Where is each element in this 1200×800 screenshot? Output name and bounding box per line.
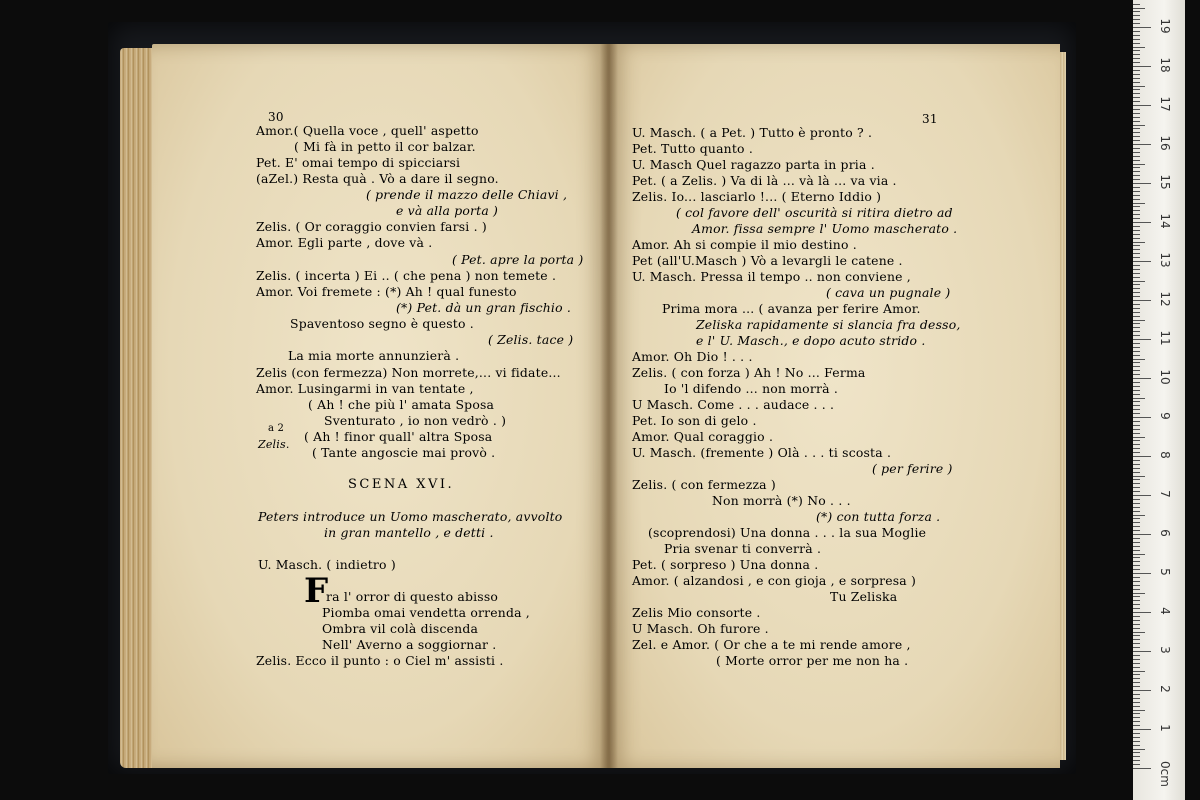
ruler-tick bbox=[1133, 312, 1140, 313]
ruler-tick bbox=[1133, 308, 1140, 309]
stage-direction: Amor. fissa sempre l' Uomo mascherato . bbox=[692, 221, 958, 236]
ruler-tick bbox=[1133, 117, 1140, 118]
text-line: Pet. ( sorpreso ) Una donna . bbox=[632, 557, 819, 572]
ruler-tick bbox=[1133, 195, 1140, 196]
text-line: Spaventoso segno è questo . bbox=[290, 316, 474, 331]
ruler-tick bbox=[1133, 351, 1140, 352]
ruler-tick bbox=[1133, 639, 1140, 640]
ruler-tick bbox=[1133, 374, 1140, 375]
ruler-tick bbox=[1133, 440, 1140, 441]
text-line: Amor. Voi fremete : (*) Ah ! qual funesto bbox=[256, 284, 517, 299]
ruler-tick bbox=[1133, 628, 1140, 629]
ruler-tick bbox=[1133, 23, 1140, 24]
ruler-tick bbox=[1133, 698, 1140, 699]
ruler-tick bbox=[1133, 19, 1140, 20]
ruler-tick bbox=[1133, 327, 1140, 328]
book-gutter bbox=[600, 44, 618, 768]
ruler-tick bbox=[1133, 199, 1140, 200]
ruler-tick bbox=[1133, 105, 1151, 106]
ruler-tick bbox=[1133, 760, 1140, 761]
ruler-tick bbox=[1133, 409, 1140, 410]
text-line: U Masch. Oh furore . bbox=[632, 621, 769, 636]
text-line: Nell' Averno a soggiornar . bbox=[322, 637, 497, 652]
ruler-tick bbox=[1133, 749, 1145, 750]
text-line: ra l' orror di questo abisso bbox=[326, 589, 499, 604]
ruler-tick bbox=[1133, 257, 1140, 258]
ruler-tick bbox=[1133, 214, 1140, 215]
text-line: Pet. ( a Zelis. ) Va di là ... và là ... va via . bbox=[632, 173, 897, 188]
ruler-tick bbox=[1133, 589, 1140, 590]
ruler-tick bbox=[1133, 362, 1140, 363]
ruler-tick bbox=[1133, 78, 1140, 79]
text-line: Zelis. Ecco il punto : o Ciel m' assisti . bbox=[256, 653, 504, 668]
text-line: U. Masch. (fremente ) Olà . . . ti scosta . bbox=[632, 445, 892, 460]
ruler-tick bbox=[1133, 573, 1151, 574]
ruler-tick bbox=[1133, 472, 1140, 473]
text-line: Amor. Lusingarmi in van tentate , bbox=[256, 381, 474, 396]
stage-direction: e và alla porta ) bbox=[396, 203, 499, 218]
ruler-tick bbox=[1133, 507, 1140, 508]
text-line: Amor.( Quella voce , quell' aspetto bbox=[256, 123, 479, 138]
text-line: Piomba omai vendetta orrenda , bbox=[322, 605, 530, 620]
ruler-tick bbox=[1133, 713, 1140, 714]
ruler-tick bbox=[1133, 152, 1140, 153]
ruler-number: 3 bbox=[1158, 646, 1172, 654]
ruler-number: 14 bbox=[1158, 213, 1172, 229]
ruler-number: 2 bbox=[1158, 685, 1172, 693]
text-line: Zelis. ( con fermezza ) bbox=[632, 477, 776, 492]
ruler-tick bbox=[1133, 222, 1151, 223]
ruler-tick bbox=[1133, 542, 1140, 543]
ruler-tick bbox=[1133, 741, 1140, 742]
ruler-number: 15 bbox=[1158, 174, 1172, 190]
ruler-tick bbox=[1133, 183, 1151, 184]
ruler-tick bbox=[1133, 27, 1151, 28]
ruler-number: 4 bbox=[1158, 607, 1172, 615]
ruler-tick bbox=[1133, 581, 1140, 582]
text-line: U. Masch. Pressa il tempo .. non conviene , bbox=[632, 269, 911, 284]
ruler-tick bbox=[1133, 292, 1140, 293]
ruler-tick bbox=[1133, 421, 1140, 422]
ruler-tick bbox=[1133, 503, 1140, 504]
ruler-tick bbox=[1133, 756, 1140, 757]
stage-direction: ( per ferire ) bbox=[872, 461, 953, 476]
ruler-tick bbox=[1133, 632, 1145, 633]
text-line: Zelis. ( Or coraggio convien farsi . ) bbox=[256, 219, 487, 234]
stage-direction: in gran mantello , e detti . bbox=[324, 525, 494, 540]
ruler-tick bbox=[1133, 569, 1140, 570]
ruler-tick bbox=[1133, 456, 1151, 457]
ruler-tick bbox=[1133, 702, 1140, 703]
ruler-tick bbox=[1133, 476, 1145, 477]
ruler-tick bbox=[1133, 737, 1140, 738]
ruler-tick bbox=[1133, 288, 1140, 289]
ruler-number: 13 bbox=[1158, 252, 1172, 268]
text-line: U. Masch. ( a Pet. ) Tutto è pronto ? . bbox=[632, 125, 873, 140]
ruler-tick bbox=[1133, 179, 1140, 180]
ruler-tick bbox=[1133, 690, 1151, 691]
stage-direction: e l' U. Masch., e dopo acuto strido . bbox=[696, 333, 926, 348]
stage-direction: ( Pet. apre la porta ) bbox=[452, 252, 584, 267]
ruler-tick bbox=[1133, 495, 1151, 496]
ruler-tick bbox=[1133, 230, 1140, 231]
text-line: U Masch. Come . . . audace . . . bbox=[632, 397, 835, 412]
ruler-tick bbox=[1133, 43, 1140, 44]
ruler-tick bbox=[1133, 635, 1140, 636]
ruler-tick bbox=[1133, 54, 1140, 55]
ruler-tick bbox=[1133, 671, 1145, 672]
ruler-tick bbox=[1133, 491, 1140, 492]
text-line: Amor. Qual coraggio . bbox=[632, 429, 774, 444]
stage-direction: ( cava un pugnale ) bbox=[826, 285, 951, 300]
text-line: Sventurato , io non vedrò . ) bbox=[324, 413, 507, 428]
ruler-tick bbox=[1133, 66, 1151, 67]
page-number: 30 bbox=[268, 110, 284, 124]
ruler-tick bbox=[1133, 284, 1140, 285]
ruler-tick bbox=[1133, 175, 1140, 176]
ruler-tick bbox=[1133, 518, 1140, 519]
ruler-tick bbox=[1133, 620, 1140, 621]
ruler-tick bbox=[1133, 534, 1151, 535]
ruler-tick bbox=[1133, 187, 1140, 188]
ruler-tick bbox=[1133, 82, 1140, 83]
ruler-tick bbox=[1133, 667, 1140, 668]
ruler-number: 0cm bbox=[1158, 761, 1172, 787]
ruler-tick bbox=[1133, 600, 1140, 601]
ruler-tick bbox=[1133, 125, 1145, 126]
ruler-tick bbox=[1133, 694, 1140, 695]
ruler-tick bbox=[1133, 347, 1140, 348]
ruler-tick bbox=[1133, 164, 1145, 165]
ruler-number: 16 bbox=[1158, 135, 1172, 151]
ruler-tick bbox=[1133, 245, 1140, 246]
ruler-tick bbox=[1133, 468, 1140, 469]
ruler-tick bbox=[1133, 86, 1145, 87]
measuring-ruler bbox=[1133, 0, 1185, 800]
ruler-tick bbox=[1133, 128, 1140, 129]
stage-direction: Peters introduce un Uomo mascherato, avvolto bbox=[258, 509, 563, 524]
ruler-tick bbox=[1133, 261, 1151, 262]
text-line: Zelis. ( incerta ) Ei .. ( che pena ) non temete . bbox=[256, 268, 557, 283]
ruler-tick bbox=[1133, 171, 1140, 172]
ruler-tick bbox=[1133, 203, 1145, 204]
ruler-tick bbox=[1133, 405, 1140, 406]
ruler-tick bbox=[1133, 70, 1140, 71]
ruler-tick bbox=[1133, 167, 1140, 168]
ruler-number: 12 bbox=[1158, 291, 1172, 307]
text-line: Ombra vil colà discenda bbox=[322, 621, 479, 636]
ruler-tick bbox=[1133, 725, 1140, 726]
ruler-tick bbox=[1133, 281, 1145, 282]
ruler-tick bbox=[1133, 487, 1140, 488]
ruler-number: 11 bbox=[1158, 330, 1172, 346]
ruler-tick bbox=[1133, 8, 1145, 9]
ruler-number: 9 bbox=[1158, 412, 1172, 420]
ruler-tick bbox=[1133, 546, 1140, 547]
text-line: Prima mora ... ( avanza per ferire Amor. bbox=[662, 301, 921, 316]
ruler-tick bbox=[1133, 31, 1140, 32]
ruler-tick bbox=[1133, 433, 1140, 434]
ruler-tick bbox=[1133, 101, 1140, 102]
ruler-tick bbox=[1133, 710, 1145, 711]
text-line: Amor. Egli parte , dove và . bbox=[256, 235, 433, 250]
ruler-tick bbox=[1133, 733, 1140, 734]
ruler-tick bbox=[1133, 452, 1140, 453]
ruler-tick bbox=[1133, 148, 1140, 149]
ruler-tick bbox=[1133, 655, 1140, 656]
text-line: U. Masch. ( indietro ) bbox=[258, 557, 396, 572]
text-line: Zelis Mio consorte . bbox=[632, 605, 761, 620]
ruler-tick bbox=[1133, 752, 1140, 753]
ruler-tick bbox=[1133, 355, 1140, 356]
ruler-tick bbox=[1133, 226, 1140, 227]
text-line: Pet (all'U.Masch ) Vò a levargli le catene . bbox=[632, 253, 903, 268]
ruler-tick bbox=[1133, 550, 1140, 551]
stage-direction: ( col favore dell' oscurità si ritira dietro ad bbox=[676, 205, 953, 220]
text-line: ( Tante angoscie mai provò . bbox=[312, 445, 496, 460]
ruler-tick bbox=[1133, 678, 1140, 679]
text-line: La mia morte annunzierà . bbox=[288, 348, 460, 363]
text-line: Io 'l difendo ... non morrà . bbox=[664, 381, 838, 396]
ruler-tick bbox=[1133, 339, 1151, 340]
scene-title: SCENA XVI. bbox=[348, 477, 455, 492]
ruler-tick bbox=[1133, 624, 1140, 625]
stage-direction: (*) con tutta forza . bbox=[816, 509, 941, 524]
duet-speaker: Zelis. bbox=[258, 438, 290, 451]
ruler-tick bbox=[1133, 554, 1145, 555]
ruler-tick bbox=[1133, 386, 1140, 387]
stage-direction: (*) Pet. dà un gran fischio . bbox=[396, 300, 572, 315]
ruler-tick bbox=[1133, 39, 1140, 40]
text-line: (scoprendosi) Una donna . . . la sua Moglie bbox=[648, 525, 927, 540]
drop-cap: F bbox=[304, 571, 329, 611]
ruler-tick bbox=[1133, 93, 1140, 94]
ruler-tick bbox=[1133, 140, 1140, 141]
text-line: Zelis. ( con forza ) Ah ! No ... Ferma bbox=[632, 365, 866, 380]
ruler-tick bbox=[1133, 499, 1140, 500]
ruler-tick bbox=[1133, 577, 1140, 578]
text-line: Tu Zeliska bbox=[830, 589, 898, 604]
ruler-tick bbox=[1133, 721, 1140, 722]
ruler-tick bbox=[1133, 444, 1140, 445]
ruler-tick bbox=[1133, 429, 1140, 430]
ruler-tick bbox=[1133, 206, 1140, 207]
ruler-tick bbox=[1133, 335, 1140, 336]
ruler-tick bbox=[1133, 717, 1140, 718]
ruler-number: 19 bbox=[1158, 18, 1172, 34]
ruler-tick bbox=[1133, 706, 1140, 707]
ruler-tick bbox=[1133, 136, 1140, 137]
ruler-tick bbox=[1133, 74, 1140, 75]
ruler-tick bbox=[1133, 191, 1140, 192]
text-line: Amor. Oh Dio ! . . . bbox=[632, 349, 753, 364]
ruler-tick bbox=[1133, 366, 1140, 367]
text-line: Pet. Tutto quanto . bbox=[632, 141, 753, 156]
ruler-tick bbox=[1133, 674, 1140, 675]
ruler-tick bbox=[1133, 320, 1145, 321]
ruler-tick bbox=[1133, 156, 1140, 157]
ruler-tick bbox=[1133, 277, 1140, 278]
text-line: Pet. E' omai tempo di spicciarsi bbox=[256, 155, 461, 170]
ruler-tick bbox=[1133, 378, 1151, 379]
ruler-tick bbox=[1133, 401, 1140, 402]
ruler-tick bbox=[1133, 300, 1151, 301]
ruler-tick bbox=[1133, 437, 1145, 438]
ruler-tick bbox=[1133, 764, 1140, 765]
text-line: ( Ah ! finor quall' altra Sposa bbox=[304, 429, 493, 444]
ruler-number: 1 bbox=[1158, 724, 1172, 732]
ruler-tick bbox=[1133, 144, 1151, 145]
ruler-tick bbox=[1133, 50, 1140, 51]
ruler-tick bbox=[1133, 35, 1140, 36]
ruler-tick bbox=[1133, 370, 1140, 371]
ruler-tick bbox=[1133, 253, 1140, 254]
text-line: U. Masch Quel ragazzo parta in pria . bbox=[632, 157, 875, 172]
ruler-number: 8 bbox=[1158, 451, 1172, 459]
ruler-tick bbox=[1133, 616, 1140, 617]
ruler-tick bbox=[1133, 413, 1140, 414]
stage-direction: ( prende il mazzo delle Chiavi , bbox=[366, 187, 568, 202]
ruler-tick bbox=[1133, 643, 1140, 644]
ruler-tick bbox=[1133, 604, 1140, 605]
ruler-tick bbox=[1133, 218, 1140, 219]
text-line: Zel. e Amor. ( Or che a te mi rende amore , bbox=[632, 637, 911, 652]
ruler-tick bbox=[1133, 331, 1140, 332]
ruler-tick bbox=[1133, 113, 1140, 114]
ruler-tick bbox=[1133, 651, 1151, 652]
ruler-tick bbox=[1133, 265, 1140, 266]
ruler-number: 18 bbox=[1158, 57, 1172, 73]
ruler-tick bbox=[1133, 557, 1140, 558]
ruler-tick bbox=[1133, 526, 1140, 527]
ruler-tick bbox=[1133, 242, 1145, 243]
ruler-tick bbox=[1133, 323, 1140, 324]
ruler-tick bbox=[1133, 121, 1140, 122]
ruler-tick bbox=[1133, 515, 1145, 516]
text-line: Zelis. Io... lasciarlo !... ( Eterno Iddio ) bbox=[632, 189, 882, 204]
ruler-tick bbox=[1133, 160, 1140, 161]
ruler-tick bbox=[1133, 238, 1140, 239]
ruler-tick bbox=[1133, 511, 1140, 512]
ruler-tick bbox=[1133, 768, 1151, 769]
ruler-tick bbox=[1133, 47, 1145, 48]
ruler-tick bbox=[1133, 89, 1140, 90]
text-line: ( Morte orror per me non ha . bbox=[716, 653, 909, 668]
ruler-tick bbox=[1133, 97, 1140, 98]
ruler-tick bbox=[1133, 522, 1140, 523]
ruler-tick bbox=[1133, 210, 1140, 211]
ruler-tick bbox=[1133, 58, 1140, 59]
ruler-tick bbox=[1133, 296, 1140, 297]
ruler-tick bbox=[1133, 530, 1140, 531]
ruler-tick bbox=[1133, 561, 1140, 562]
ruler-tick bbox=[1133, 596, 1140, 597]
stage-direction: ( Zelis. tace ) bbox=[488, 332, 574, 347]
ruler-tick bbox=[1133, 659, 1140, 660]
ruler-tick bbox=[1133, 425, 1140, 426]
ruler-tick bbox=[1133, 269, 1140, 270]
ruler-tick bbox=[1133, 745, 1140, 746]
text-line: Non morrà (*) No . . . bbox=[712, 493, 851, 508]
text-line: Amor. ( alzandosi , e con gioja , e sorpresa ) bbox=[632, 573, 917, 588]
ruler-tick bbox=[1133, 608, 1140, 609]
page-number: 31 bbox=[922, 112, 938, 126]
text-line: Zelis (con fermezza) Non morrete,... vi fidate... bbox=[256, 365, 561, 380]
ruler-tick bbox=[1133, 234, 1140, 235]
ruler-tick bbox=[1133, 316, 1140, 317]
ruler-number: 6 bbox=[1158, 529, 1172, 537]
ruler-tick bbox=[1133, 394, 1140, 395]
ruler-tick bbox=[1133, 62, 1140, 63]
text-line: Amor. Ah si compie il mio destino . bbox=[632, 237, 857, 252]
ruler-tick bbox=[1133, 249, 1140, 250]
ruler-number: 17 bbox=[1158, 96, 1172, 112]
text-line: Pet. Io son di gelo . bbox=[632, 413, 757, 428]
ruler-tick bbox=[1133, 109, 1140, 110]
text-line: ( Mi fà in petto il cor balzar. bbox=[294, 139, 476, 154]
ruler-tick bbox=[1133, 132, 1140, 133]
ruler-tick bbox=[1133, 398, 1145, 399]
text-line: (aZel.) Resta quà . Vò a dare il segno. bbox=[256, 171, 499, 186]
ruler-tick bbox=[1133, 647, 1140, 648]
ruler-number: 5 bbox=[1158, 568, 1172, 576]
ruler-tick bbox=[1133, 538, 1140, 539]
text-line: ( Ah ! che più l' amata Sposa bbox=[308, 397, 495, 412]
ruler-tick bbox=[1133, 417, 1151, 418]
ruler-tick bbox=[1133, 464, 1140, 465]
ruler-tick bbox=[1133, 4, 1140, 5]
ruler-tick bbox=[1133, 593, 1145, 594]
ruler-tick bbox=[1133, 390, 1140, 391]
ruler-tick bbox=[1133, 460, 1140, 461]
ruler-tick bbox=[1133, 565, 1140, 566]
ruler-number: 7 bbox=[1158, 490, 1172, 498]
ruler-tick bbox=[1133, 273, 1140, 274]
ruler-tick bbox=[1133, 11, 1140, 12]
stage-direction: Zeliska rapidamente si slancia fra desso, bbox=[696, 317, 961, 332]
text-line: Pria svenar ti converrà . bbox=[664, 541, 822, 556]
ruler-number: 10 bbox=[1158, 369, 1172, 385]
ruler-tick bbox=[1133, 663, 1140, 664]
ruler-tick bbox=[1133, 483, 1140, 484]
ruler-tick bbox=[1133, 612, 1151, 613]
duet-marker: a 2 bbox=[268, 423, 285, 434]
ruler-tick bbox=[1133, 585, 1140, 586]
ruler-tick bbox=[1133, 479, 1140, 480]
ruler-tick bbox=[1133, 304, 1140, 305]
ruler-tick bbox=[1133, 448, 1140, 449]
ruler-tick bbox=[1133, 682, 1140, 683]
ruler-tick bbox=[1133, 729, 1151, 730]
ruler-tick bbox=[1133, 686, 1140, 687]
ruler-tick bbox=[1133, 382, 1140, 383]
ruler-tick bbox=[1133, 15, 1140, 16]
ruler-tick bbox=[1133, 359, 1145, 360]
ruler-tick bbox=[1133, 343, 1140, 344]
